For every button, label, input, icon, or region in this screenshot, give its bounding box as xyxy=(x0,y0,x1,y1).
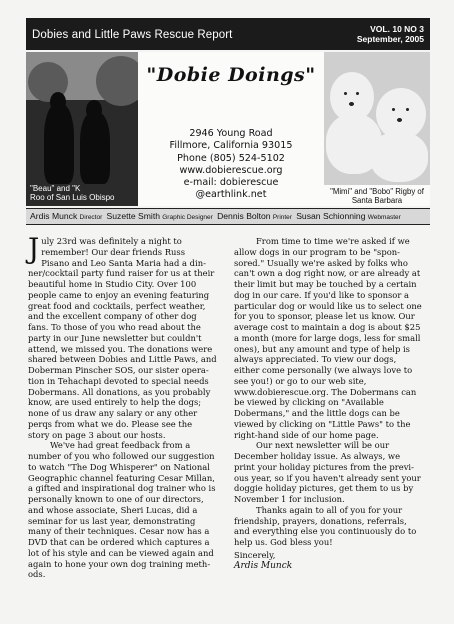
text-line: ods. xyxy=(28,569,46,580)
address-line: Phone (805) 524-5102 xyxy=(177,152,285,164)
text-line: ner/cocktail party fund raiser for us at their xyxy=(28,268,215,279)
text-line: From time to time we're asked if we xyxy=(256,236,410,246)
staff-role: Webmaster xyxy=(367,214,401,221)
text-line: number of you who followed our suggestion xyxy=(28,451,215,461)
newsletter-page xyxy=(26,18,430,225)
paragraph-holiday-issue xyxy=(234,440,432,505)
text-line: DVD that can be ordered which captures a xyxy=(28,537,210,547)
text-line: ones), but any amount and type of help is xyxy=(234,343,410,354)
text-line: a month (more for large dogs, less for small xyxy=(234,332,421,343)
text-line: and the excellent company of other dog xyxy=(28,311,197,322)
text-line: friendship, prayers, donations, referrals, xyxy=(234,515,407,526)
text-line: Thanks again to all of you for your xyxy=(256,504,403,515)
text-line: beautiful home in Studio City. Over 100 xyxy=(28,279,197,289)
text-line: Our next newsletter will be our xyxy=(256,440,390,451)
text-line: again to hone your own dog training meth- xyxy=(28,558,211,569)
staff-bar xyxy=(26,208,430,225)
address-line: @earthlink.net xyxy=(195,189,267,201)
address-line: e-mail: dobierescue xyxy=(183,177,279,189)
paragraph-thanks xyxy=(234,505,432,548)
right-photo-caption xyxy=(324,185,430,206)
text-line: great food and cocktails, perfect weather, xyxy=(28,300,206,311)
text-line: seminar for us last year, demonstrating xyxy=(28,515,196,526)
text-line: viewed by clicking on "Little Paws" to the xyxy=(234,418,411,429)
text-line: none of us draw any salary or any other xyxy=(28,408,198,418)
article-column-left xyxy=(28,232,226,580)
text-line: can't own a dog right now, or are already at xyxy=(234,268,421,279)
text-line: party in our June newsletter but couldn't xyxy=(28,332,202,343)
staff-name: Susan Schionning xyxy=(296,211,366,221)
text-line: particular dog or would like us to select one xyxy=(234,300,422,311)
drop-cap: J xyxy=(28,232,40,265)
right-caption-line-1: "Mimi" and "Bobo" Rigby of xyxy=(330,187,424,196)
text-line: doggie holiday pictures, get them to us by xyxy=(234,483,414,494)
text-line: dog in our care. If you'd like to sponsor a xyxy=(234,289,410,300)
left-caption-line-1: "Beau" and "K xyxy=(30,184,81,193)
text-line: to watch "The Dog Whisperer" on National xyxy=(28,461,210,472)
issue-info xyxy=(357,24,424,44)
dobie-doings-logo: "Dobie Doings" xyxy=(146,64,316,86)
contact-box xyxy=(138,52,324,206)
paragraph-dog-whisperer xyxy=(28,440,226,580)
newsletter-title: Dobies and Little Paws Rescue Report xyxy=(32,29,233,41)
contact-address xyxy=(138,128,324,202)
text-line: We've had great feedback from a xyxy=(50,440,191,451)
text-line: Doberman Pinscher SOS, our sister opera- xyxy=(28,365,209,375)
dobermans-photo xyxy=(26,52,138,206)
text-line: sored." Usually we're asked by folks who xyxy=(234,257,408,268)
signature: Ardis Munck xyxy=(234,560,293,571)
text-line: print your holiday pictures from the previ- xyxy=(234,461,414,472)
text-line: be viewed by clicking on "Available xyxy=(234,397,384,408)
text-line: November 1 for inclusion. xyxy=(234,494,345,504)
text-line: average cost to maintain a dog is about $25 xyxy=(234,322,421,332)
text-line: story on page 3 about our hosts. xyxy=(28,429,166,440)
text-line: their limit but may be touched by a certain xyxy=(234,279,417,289)
text-line: see you!) or go to our web site, xyxy=(234,375,367,386)
text-line: either come personally (we always love to xyxy=(234,365,413,375)
paragraph-party xyxy=(28,232,226,440)
text-line: www.dobierescue.org. The Dobermans can xyxy=(234,386,417,397)
left-caption-line-2: Roo of San Luis Obispo xyxy=(30,193,115,202)
text-line: uly 23rd was definitely a night to xyxy=(41,236,182,246)
text-line: personally known to one of our directors, xyxy=(28,494,204,504)
text-line: help us. God bless you! xyxy=(234,537,333,547)
paragraph-sponsor xyxy=(234,236,432,440)
text-line: attend, we missed you. The donations were xyxy=(28,343,213,354)
address-line: 2946 Young Road xyxy=(189,128,273,139)
text-line: Dobermans," and the little dogs can be xyxy=(234,408,400,418)
address-line: www.dobierescue.org xyxy=(179,164,283,176)
text-line: and everything else you continuously do to xyxy=(234,526,417,537)
issue-volume: VOL. 10 NO 3 xyxy=(370,24,424,34)
paragraph-party-lines xyxy=(28,232,217,440)
text-line: Geographic channel featuring Cesar Millan, xyxy=(28,472,215,483)
text-line: allow dogs in our program to be "spon- xyxy=(234,246,400,257)
issue-date: September, 2005 xyxy=(356,34,424,44)
address-line: Fillmore, California 93015 xyxy=(169,140,293,152)
text-line: and whose associate, Sheri Lucas, did a xyxy=(28,504,198,515)
text-line: a gifted and inspirational dog trainer who is xyxy=(28,483,216,494)
masthead xyxy=(26,18,430,50)
text-line: Pisano and Leo Santa Maria had a din- xyxy=(41,257,206,268)
article-column-right xyxy=(234,236,432,571)
right-caption-line-2: Santa Barbara xyxy=(351,196,403,205)
banner xyxy=(26,52,430,206)
closing: Sincerely, xyxy=(234,549,276,560)
staff-role: Director xyxy=(79,214,103,221)
text-line: December holiday issue. As always, we xyxy=(234,451,401,461)
text-line: always appreciated. To view our dogs, xyxy=(234,354,397,365)
text-line: for you to sponsor, please let us know. Our xyxy=(234,311,415,322)
text-line: perqs from what we do. Please see the xyxy=(28,418,193,429)
text-line: right-hand side of our home page. xyxy=(234,429,379,440)
text-line: ous year, so if you haven't already sent your xyxy=(234,472,421,483)
text-line: remember! Our dear friends Russ xyxy=(41,246,186,257)
text-line: fans. To those of you who read about the xyxy=(28,322,201,332)
text-line: tion in Tehachapi devoted to special needs xyxy=(28,375,209,386)
staff-name: Dennis Bolton xyxy=(217,211,271,221)
left-photo-caption xyxy=(30,184,115,202)
text-line: people came to enjoy an evening featuring xyxy=(28,289,210,300)
text-line: know, are used entirely to help the dogs; xyxy=(28,397,202,408)
text-line: lot of his style and can be viewed again and xyxy=(28,547,214,558)
staff-role: Graphic Designer xyxy=(162,214,213,221)
text-line: shared between Dobies and Little Paws, and xyxy=(28,354,217,365)
text-line: many of their techniques. Cesar now has a xyxy=(28,526,210,537)
staff-name: Suzette Smith xyxy=(106,211,161,221)
staff-role: Printer xyxy=(272,214,292,221)
poodles-photo xyxy=(324,52,430,206)
staff-name: Ardis Munck xyxy=(30,211,78,221)
text-line: Dobermans. All donations, as you probably xyxy=(28,386,211,397)
